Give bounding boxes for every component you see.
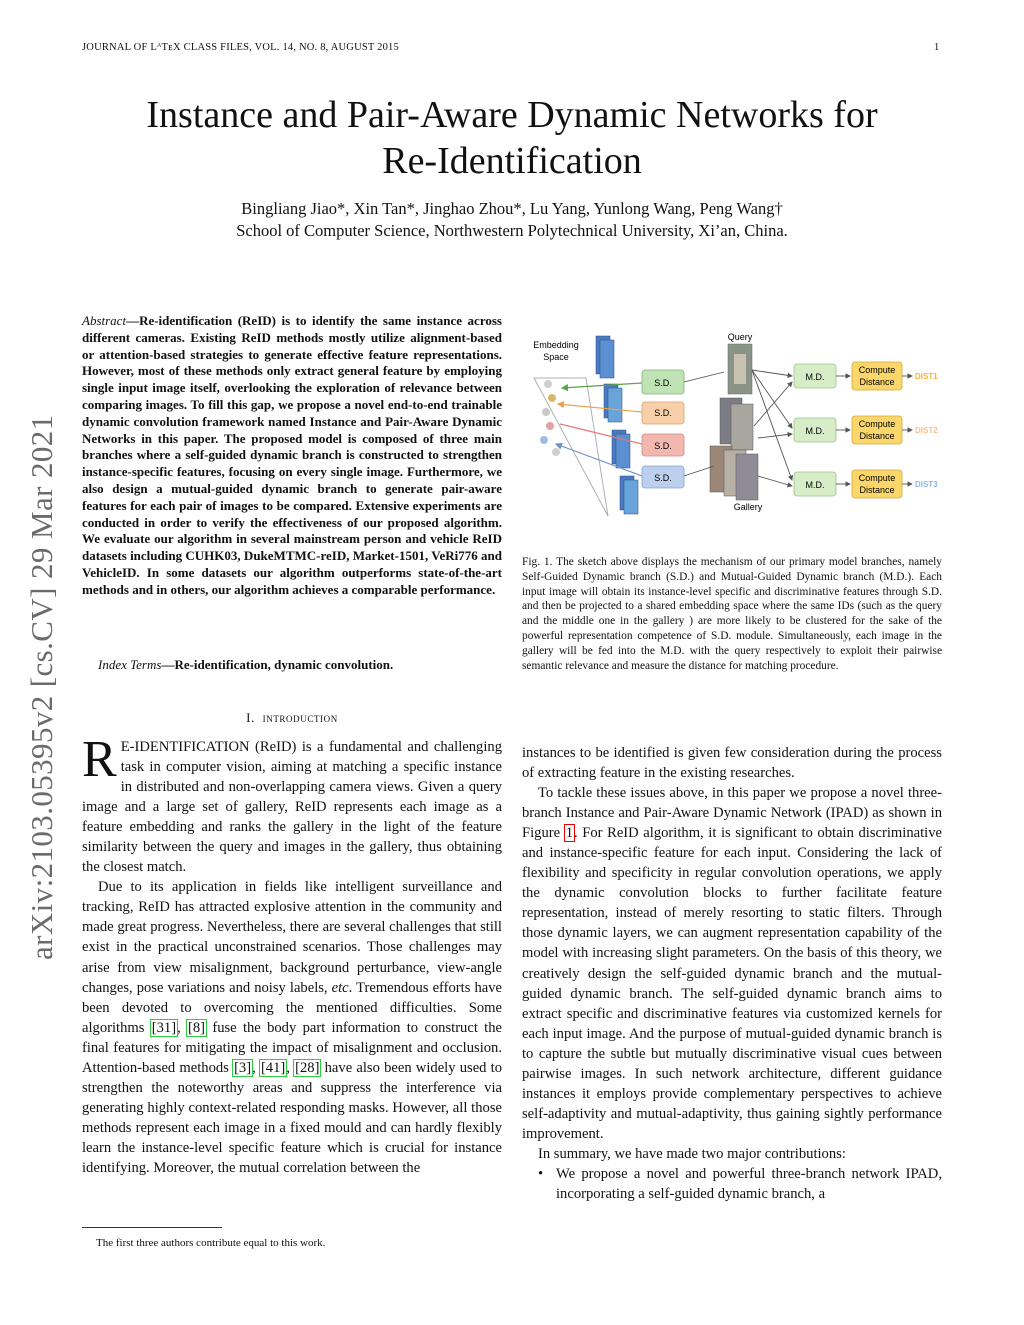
distance-label: Distance [859,431,895,441]
abstract-lead: Abstract [82,313,127,328]
dist3-label: DIST3 [915,480,938,489]
index-terms-text: —Re-identification, dynamic convolution. [161,657,394,672]
intro-left-column [82,731,503,1178]
paragraph-text: fuse the body part information to construct the final features for mitigating the impact of misalignment and occlusion. Attention-based methods [82,1019,503,1076]
authors: Bingliang Jiao*, Xin Tan*, Jinghao Zhou*, Lu Yang, Yunlong Wang, Peng Wang† [241,199,783,218]
md-label: M.D. [805,426,825,436]
feature-map-stack [596,336,638,514]
arrow-to-embedding [558,404,642,412]
arxiv-stamp: arXiv:2103.05395v2 [cs.CV] 29 Mar 2021 [24,414,59,960]
right-paragraph-2: In summary, we have made two major contributions: [538,1145,846,1162]
figure-caption: Fig. 1. The sketch above displays the mechanism of our primary model branches, namely Self-Guided Dynamic branch (S.D.) and Mutual-Guided Dynamic branch (M.D.). Each input image will obtain its instance-level specific and discriminative features through S.D. and then be projected to a shared embedding space where the same IDs (such as the query and the middle one in the gallery ) are more likely to be clustered for the sake of the powerful representation competence of S.D. module. Simultaneously, each image in the gallery will be fed into the M.D. with the query respectively to exploit their pairwise semantic relevance and measure the distance for matching procedure. [522,556,942,672]
paper-title [60,92,964,184]
paragraph-text: Due to its application in fields like intelligent surveillance and tracking, ReID has attracted explosive attention in the community and made great progress. Nevertheless, there are several challenges that still exist in the practical unconstrained scenarios. Those challenges may arise from view misalignment, background perturbance, view-angle changes, pose variations and noisy labels, [82,879,502,996]
arrow-to-embedding [562,383,642,388]
compute-label: Compute [858,419,896,429]
paragraph-text: . For ReID algorithm, it is significant to obtain discriminative and instance-specific feature for each input. Considering the lack of flexibility and specificity in regular convolution operations, we apply the dynamic convolution blocks to further facilitate feature representation, instead of merely resorting to static filters. Through those dynamic layers, we can augment representation capability of the model with increasing slight parameters. On the basis of this theory, we creatively design the self-guided dynamic branch and the mutual-guided dynamic branch. The self-guided dynamic branch aims to extract specific and discriminative features via customized kernels for each input image. And the purpose of mutual-guided dynamic branch is to capture the subtle but mutually discriminative visual cues between pairwise images. In such network architecture, different guidance instances it employs provide complementary perspectives to achieve self-adaptivity and mutual-adaptivity, thus gaining sightly performance improvement. [522,825,942,1142]
compute-label: Compute [858,365,896,375]
title-line-2: Re-Identification [382,140,642,182]
gallery-label: Gallery [733,502,763,512]
footnote: The first three authors contribute equal to this work. [96,1237,326,1249]
embedding-space-shape [534,378,608,516]
citation-link[interactable]: [28] [295,1059,320,1076]
intro-right-column [522,743,942,1204]
section-numeral: I. [246,710,255,725]
sd-label: S.D. [654,408,672,418]
dist1-label: DIST1 [915,372,938,381]
gallery-images [710,398,758,500]
right-paragraph-0: instances to be identified is given few consideration during the process of extracting feature in the existing researches. [522,745,942,782]
paragraph-text: E-IDENTIFICATION (ReID) is a fundamental and challenging task in computer vision, aiming at matching a specific instance in distributed and non-overlapping camera views. Given a query image and a large set of gallery, ReID represents each image as a feature embedding and ranks the gallery in the light of the feature similarity between the query and images in the gallery, thus obtaining the closest match. [82,739,502,876]
sd-label: S.D. [654,378,672,388]
footnote-rule [82,1227,222,1228]
embedding-point [540,436,548,444]
intro-paragraph-1 [82,731,502,877]
query-image-person [734,354,746,384]
page-number: 1 [934,42,940,53]
md-label: M.D. [805,372,825,382]
figure-1-diagram [526,326,946,526]
author-block [60,198,964,242]
abstract-text: —Re-identification (ReID) is to identify the same instance across different cameras. Existing ReID methods mostly utilize alignment-based or attention-based strategies to generate effective feature representations. However, most of these methods only extract general feature by employing single input image itself, overlooking the exploration of relevance between comparing images. To fill this gap, we propose a novel end-to-end trainable dynamic convolution framework named Instance and Pair-Aware Dynamic Networks in this paper. The proposed model is composed of three main branches where a self-guided dynamic branch is constructed to strengthen instance-specific features, focusing on every single image. Furthermore, we also design a mutual-guided dynamic branch to generate pair-aware features for each pair of images to be compared. Extensive experiments are conducted in order to verify the effectiveness of our proposed algorithm. We evaluate our algorithm in several mainstream person and vehicle ReID datasets including CUHK03, DukeMTMC-reID, Market-1501, VeRi776 and VehicleID. In some datasets our algorithm outperforms state-of-the-art methods and in others, our algorithm achieves a comparable performance. [82,313,502,597]
compute-label: Compute [858,473,896,483]
index-terms-lead: Index Terms [98,657,162,672]
affiliation: School of Computer Science, Northwestern Polytechnical University, Xi’an, China. [236,221,788,240]
abstract [82,313,502,599]
citation-link[interactable]: [31] [151,1019,177,1036]
paragraph-text: To tackle these issues above, in this paper we propose a novel three-branch Instance and Pair-Aware Dynamic Network (IPAD) as shown in Figure [522,785,942,842]
distance-label: Distance [859,377,895,387]
embedding-point [544,380,552,388]
dropcap: R [82,731,117,788]
embedding-point [546,422,554,430]
embedding-point [542,408,550,416]
figure-ref-link[interactable]: 1 [565,825,573,842]
embedding-label-2: Space [543,352,569,362]
embedding-label-1: Embedding [533,340,579,350]
title-line-1: Instance and Pair-Aware Dynamic Networks for [146,94,878,136]
section-title: introduction [262,710,338,725]
citation-link[interactable]: [8] [188,1019,206,1036]
right-paragraph-1 [522,783,942,1144]
sd-label: S.D. [654,473,672,483]
sd-label: S.D. [654,441,672,451]
section-heading [82,710,502,726]
figure-1 [526,326,946,526]
dist2-label: DIST2 [915,426,938,435]
paragraph-text: have also been widely used to strengthen the noteworthy areas and suppress the interference via generating highly context-related responding masks. However, all those methods represent each image in a fixed mould and can hardly flexibly learn the instance-level specific feature which is crucial for instance identifying. Moreover, the mutual correlation between the [82,1059,503,1176]
embedding-point [552,448,560,456]
contribution-item: • We propose a novel and powerful three-branch network IPAD, incorporating a self-guided dynamic branch, a [522,1164,942,1204]
citation-link[interactable]: [41] [260,1059,286,1076]
running-header: JOURNAL OF LᴬTᴇX CLASS FILES, VOL. 14, NO. 8, AUGUST 2015 [82,42,399,53]
citation-link[interactable]: [3] [234,1059,252,1076]
embedding-point [548,394,556,402]
contribution-list [522,1164,942,1204]
md-label: M.D. [805,480,825,490]
intro-paragraph-2: Due to its application in fields like intelligent surveillance and tracking, ReID has attracted explosive attention in the community and made great progress. Nevertheless, there are several challenges that still exist in the practical unconstrained scenarios. Those challenges may arise from view misalignment, background perturbance, view-angle changes, pose variations and noisy labels, etc. Tremendous efforts have been devoted to overcoming the mentioned difficulties. Some algorithms [31], [8] fuse the body part information to construct the final features for mitigating the impact of misalignment and occlusion. Attention-based methods [3], [41], [28] have also been widely used to strengthen the noteworthy areas and suppress the interference via generating highly context-related responding masks. However, all those methods represent each image in a fixed mould and can hardly flexibly learn the instance-level specific feature which is crucial for instance identifying. Moreover, the mutual correlation between the [82,879,503,1176]
index-terms [98,657,502,673]
distance-label: Distance [859,485,895,495]
etc-text: etc [331,979,349,996]
query-label: Query [727,332,753,342]
paragraph-text: . Tremendous efforts have been devoted to overcoming the mentioned difficulties. Some algorithms [82,979,502,1036]
